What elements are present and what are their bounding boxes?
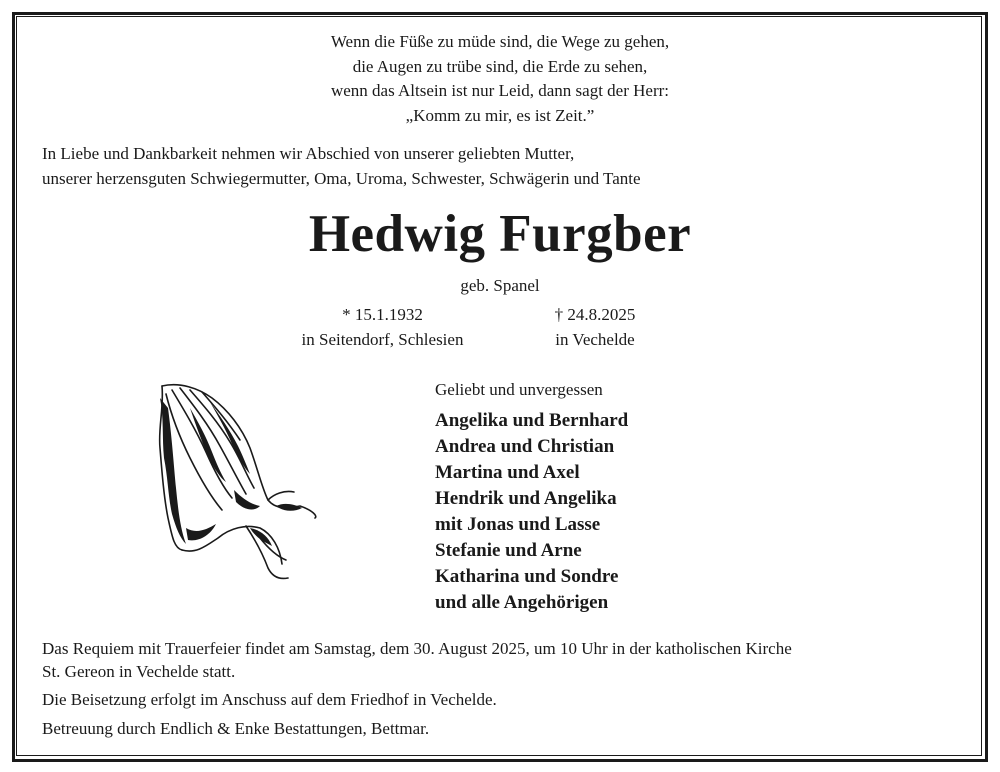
mourner-name: Andrea und Christian — [435, 436, 615, 457]
mourner-name: und alle Angehörigen — [435, 592, 609, 613]
requiem-note: Das Requiem mit Trauerfeier findet am Samstag, dem 30. August 2025, um 10 Uhr in der katholischen Kirche St. Gereon in Vechelde statt. — [42, 639, 792, 681]
intro-line: In Liebe und Dankbarkeit nehmen wir Abschied von unserer geliebten Mutter, — [42, 144, 575, 163]
mourner-name: Martina und Axel — [435, 462, 580, 483]
poem-line: wenn das Altsein ist nur Leid, dann sagt der Herr: — [330, 81, 670, 100]
birth-name: geb. Spanel — [460, 276, 540, 295]
death-date: † 24.8.2025 — [554, 305, 636, 324]
ceremony-notes — [42, 638, 802, 746]
death-place: in Vechelde — [555, 330, 635, 349]
undertaker-note: Betreuung durch Endlich & Enke Bestattungen, Bettmar. — [42, 718, 430, 738]
intro-line: unserer herzensguten Schwiegermutter, Oma, Uroma, Schwester, Schwägerin und Tante — [42, 168, 641, 188]
mourners-lead: Geliebt und unvergessen — [435, 380, 603, 399]
poem-line: die Augen zu trübe sind, die Erde zu sehen, — [352, 56, 648, 76]
mourner-name: Angelika und Bernhard — [435, 410, 629, 431]
intro-text — [42, 142, 641, 191]
poem-line: Wenn die Füße zu müde sind, die Wege zu gehen, — [330, 32, 670, 51]
mourner-name: Stefanie und Arne — [435, 540, 582, 561]
birth-place: in Seitendorf, Schlesien — [301, 330, 464, 349]
poem — [0, 30, 1000, 128]
mourner-name: Hendrik und Angelika — [435, 488, 617, 509]
mourner-name: mit Jonas und Lasse — [435, 514, 601, 535]
poem-line: „Komm zu mir, es ist Zeit.” — [405, 105, 595, 125]
burial-note: Die Beisetzung erfolgt im Anschuss auf dem Friedhof in Vechelde. — [42, 690, 497, 709]
birth-info — [285, 302, 480, 352]
birth-date: * 15.1.1932 — [342, 305, 423, 324]
deceased-name: Hedwig Furgber — [308, 205, 692, 263]
mourner-name: Katharina und Sondre — [435, 566, 619, 587]
death-info — [540, 302, 650, 352]
praying-hands-icon — [150, 378, 320, 583]
mourners-block — [435, 380, 628, 616]
